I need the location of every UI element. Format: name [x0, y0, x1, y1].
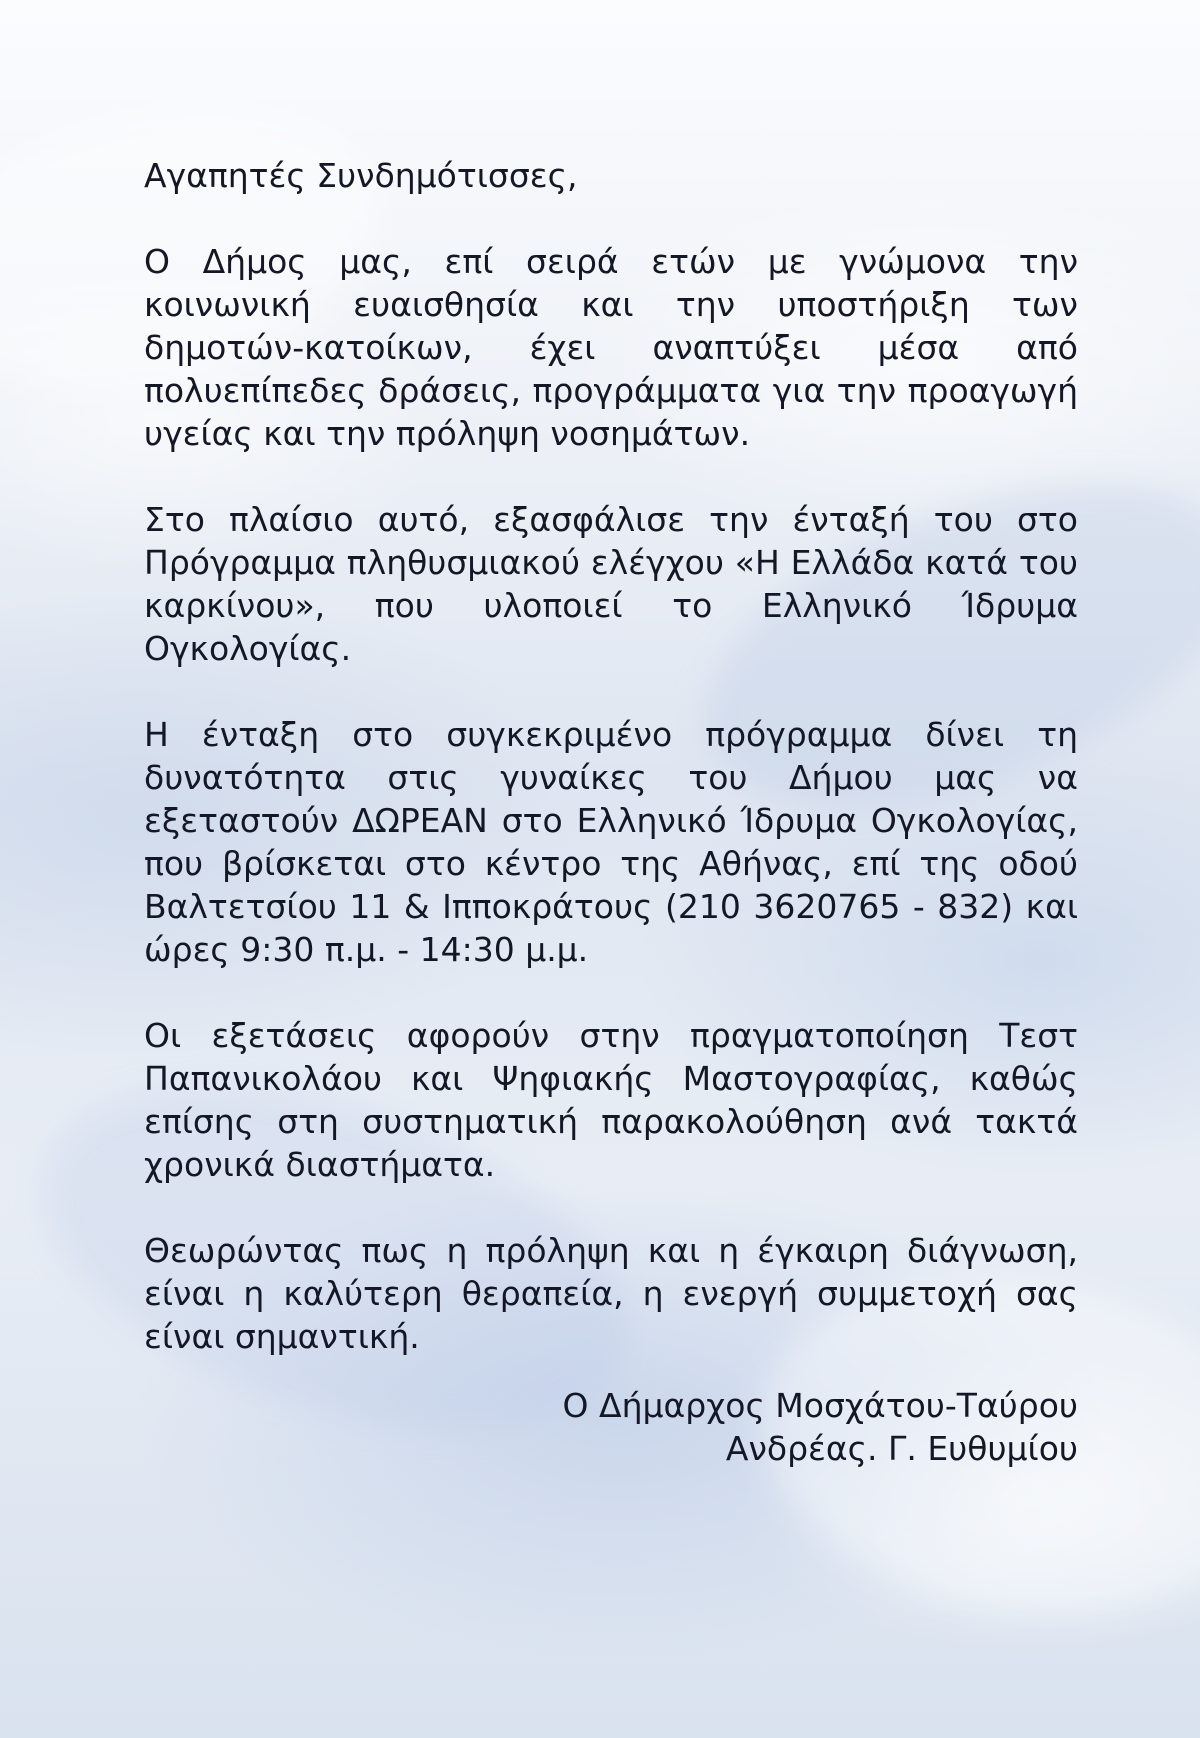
paragraph-free-exams: Η ένταξη στο συγκεκριμένο πρόγραμμα δίνει τη δυνατότητα στις γυναίκες του Δήμου μας να εξεταστούν ΔΩΡΕΑΝ στο Ελληνικό Ίδρυμα Ογκολογίας, που βρίσκεται στο κέντρο της Αθήνας, επί της οδού Βαλτετσίου 11 & Ιπποκράτους (210 3620765 - 832) και ώρες 9:30 π.μ. - 14:30 μ.μ. [144, 715, 1078, 969]
paragraph-program-inclusion: Στο πλαίσιο αυτό, εξασφάλισε την ένταξή του στο Πρόγραμμα πληθυσμιακού ελέγχου «Η Ελλάδα κατά του καρκίνου», που υλοποιεί το Ελληνικό Ίδρυμα Ογκολογίας. [144, 500, 1078, 668]
mayor-title: Ο Δήμαρχος Μοσχάτου-Ταύρου [562, 1386, 1078, 1425]
letter-body [144, 154, 1078, 1401]
mayor-signature [563, 1384, 1078, 1470]
paragraph-program-intro: Ο Δήμος μας, επί σειρά ετών με γνώμονα την κοινωνική ευαισθησία και την υποστήριξη των δημοτών-κατοίκων, έχει αναπτύξει μέσα από πολυεπίπεδες δράσεις, προγράμματα για την προαγωγή υγείας και την πρόληψη νοσημάτων. [144, 242, 1078, 453]
letter-greeting: Αγαπητές Συνδημότισσες, [144, 156, 578, 195]
mayor-name: Ανδρέας. Γ. Ευθυμίου [725, 1429, 1078, 1468]
paragraph-prevention: Θεωρώντας πως η πρόληψη και η έγκαιρη διάγνωση, είναι η καλύτερη θεραπεία, η ενεργή συμμετοχή σας είναι σημαντική. [144, 1231, 1078, 1356]
paragraph-exam-types: Οι εξετάσεις αφορούν στην πραγματοποίηση Τεστ Παπανικολάου και Ψηφιακής Μαστογραφίας, καθώς επίσης στη συστηματική παρακολούθηση ανά τακτά χρονικά διαστήματα. [144, 1016, 1078, 1184]
